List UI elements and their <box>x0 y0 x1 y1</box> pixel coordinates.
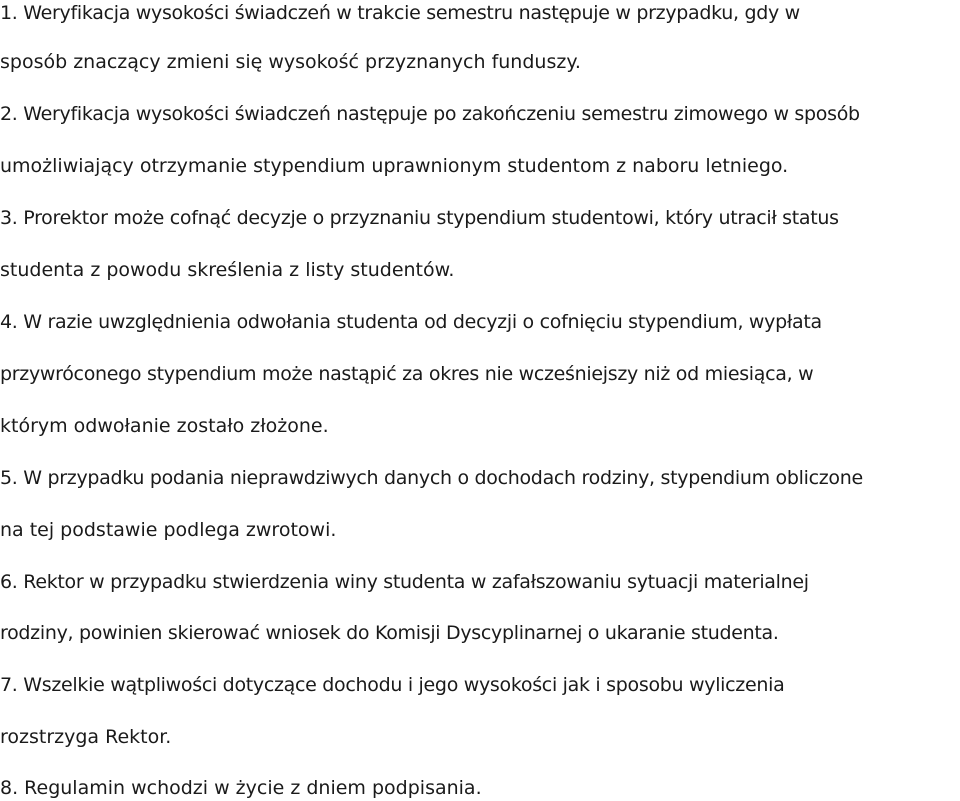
text-line-6: studenta z powodu skreślenia z listy studentów. <box>0 259 455 281</box>
text-line-3: 2. Weryfikacja wysokości świadczeń następuje po zakończeniu semestru zimowego w sposób <box>0 103 860 125</box>
text-line-15: rozstrzyga Rektor. <box>0 726 172 748</box>
text-line-16: 8. Regulamin wchodzi w życie z dniem podpisania. <box>0 777 482 799</box>
text-line-7: 4. W razie uwzględnienia odwołania studenta od decyzji o cofnięciu stypendium, wypłata <box>0 311 822 333</box>
text-line-10: 5. W przypadku podania nieprawdziwych danych o dochodach rodziny, stypendium obliczone <box>0 467 863 489</box>
text-line-13: rodziny, powinien skierować wniosek do Komisji Dyscyplinarnej o ukaranie studenta. <box>0 622 779 644</box>
text-line-5: 3. Prorektor może cofnąć decyzje o przyznaniu stypendium studentowi, który utracił status <box>0 207 839 229</box>
text-line-11: na tej podstawie podlega zwrotowi. <box>0 519 337 541</box>
text-line-4: umożliwiający otrzymanie stypendium uprawnionym studentom z naboru letniego. <box>0 155 789 177</box>
text-line-8: przywróconego stypendium może nastąpić za okres nie wcześniejszy niż od miesiąca, w <box>0 363 814 385</box>
text-line-2: sposób znaczący zmieni się wysokość przyznanych funduszy. <box>0 51 581 73</box>
text-line-14: 7. Wszelkie wątpliwości dotyczące dochodu i jego wysokości jak i sposobu wyliczenia <box>0 674 785 696</box>
text-line-9: którym odwołanie zostało złożone. <box>0 415 329 437</box>
text-line-1: 1. Weryfikacja wysokości świadczeń w trakcie semestru następuje w przypadku, gdy w <box>0 2 800 24</box>
text-line-12: 6. Rektor w przypadku stwierdzenia winy studenta w zafałszowaniu sytuacji materialnej <box>0 571 809 593</box>
